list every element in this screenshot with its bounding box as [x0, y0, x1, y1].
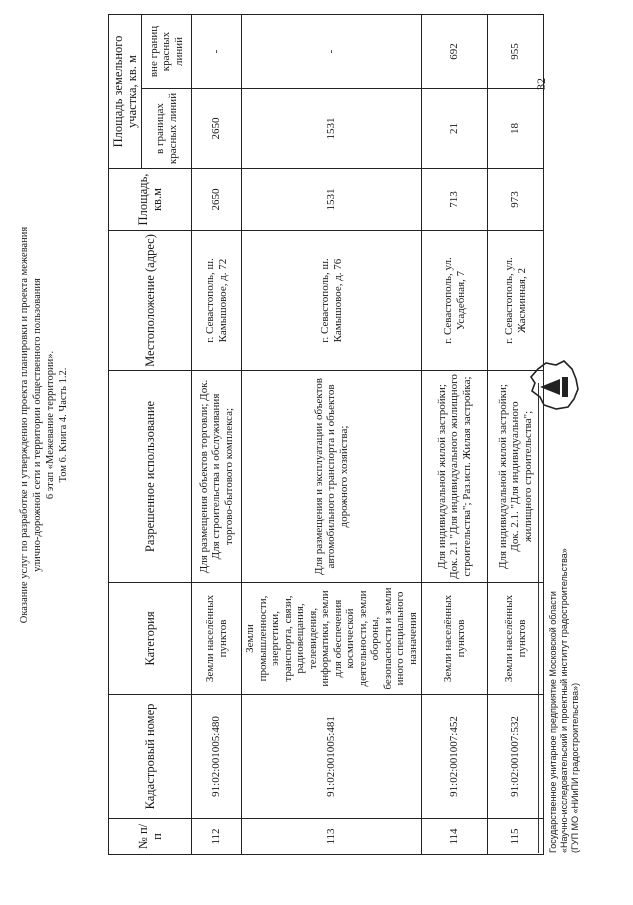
cell-num: 113: [242, 819, 422, 855]
page-number: 32: [534, 78, 548, 90]
header-line: Том 6. Книга 4. Часть 1.2.: [58, 367, 69, 483]
cell-location: г. Севастополь, ул. Жасминная, 2: [488, 231, 544, 371]
document-header: [18, 85, 70, 765]
cell-category: Земли населённых пунктов: [422, 583, 488, 695]
header-land-area: Площадь земельного участка, кв. м: [109, 15, 142, 169]
cell-cadastral: 91:02:001007:452: [422, 695, 488, 819]
header-inside-red-lines: в границах красных линий: [142, 89, 192, 169]
header-area: Площадь, кв.м: [109, 169, 192, 231]
header-line: улично-дорожной сети и территории общественного пользования: [32, 278, 43, 572]
cell-cadastral: 91:02:001005:481: [242, 695, 422, 819]
cell-cadastral: 91:02:001007:532: [488, 695, 544, 819]
table-row: [488, 15, 544, 855]
header-line: Оказание услуг по разработке и утверждению проекта планировки и проекта межевания: [19, 226, 30, 624]
cell-outside: 692: [422, 15, 488, 89]
header-category: Категория: [109, 583, 192, 695]
cell-num: 112: [192, 819, 242, 855]
document-footer: [548, 433, 581, 853]
footer-line: «Научно-исследовательский и проектный институт градостроительства»: [559, 548, 569, 853]
header-outside-red-lines: вне границ красных линий: [142, 15, 192, 89]
cell-permitted-use: Для индивидуальной жилой застройки; Док. 2.1 "Для индивидуального жилищного строительства"; Раз.исп. Жилая застройка;: [422, 371, 488, 583]
cell-location: г. Севастополь, ул. Усадебная, 7: [422, 231, 488, 371]
header-cadastral: Кадастровый номер: [109, 695, 192, 819]
cell-location: г. Севастополь, ш. Камышовое, д. 72: [192, 231, 242, 371]
cell-area: 2650: [192, 169, 242, 231]
cell-permitted-use: Для размещения объектов торговли; Док. Для строительства и обслуживания торгово-бытового комплекса;: [192, 371, 242, 583]
land-plots-table: [108, 14, 544, 855]
cell-cadastral: 91:02:001005:480: [192, 695, 242, 819]
niipi-logo-icon: [526, 357, 582, 417]
header-location: Местоположение (адрес): [109, 231, 192, 371]
footer-line: Государственное унитарное предприятие Московской области: [548, 591, 558, 853]
cell-category: Земли населённых пунктов: [192, 583, 242, 695]
header-line: 6 этап «Межевание территории».: [45, 350, 56, 500]
header-permitted-use: Разрешенное использование: [109, 371, 192, 583]
cell-inside: 1531: [242, 89, 422, 169]
cell-num: 114: [422, 819, 488, 855]
cell-num: 115: [488, 819, 544, 855]
table-row: [242, 15, 422, 855]
cell-category: Земли населённых пунктов: [488, 583, 544, 695]
cell-area: 713: [422, 169, 488, 231]
cell-outside: -: [242, 15, 422, 89]
header-num: № п/п: [109, 819, 192, 855]
cell-outside: -: [192, 15, 242, 89]
cell-inside: 18: [488, 89, 544, 169]
cell-permitted-use: Для индивидуальной жилой застройки; Док. 2.1. "Для индивидуального жилищного строительства";: [488, 371, 544, 583]
cell-location: г. Севастополь, ш. Камышовое, д. 76: [242, 231, 422, 371]
cell-inside: 2650: [192, 89, 242, 169]
cell-permitted-use: Для размещения и эксплуатации объектов автомобильного транспорта и объектов дорожного хозяйства;: [242, 371, 422, 583]
table-row: [192, 15, 242, 855]
cell-area: 1531: [242, 169, 422, 231]
cell-outside: 955: [488, 15, 544, 89]
cell-inside: 21: [422, 89, 488, 169]
cell-category: Земли промышленности, энергетики, транспорта, связи, радиовещания, телевидения, информатики, земли для обеспечения космической деятельности, земли обороны, безопасности и земли иного специального назначения: [242, 583, 422, 695]
footer-divider: [538, 383, 539, 853]
footer-line: (ГУП МО «НИиПИ градостроительства»): [570, 682, 580, 853]
cell-area: 973: [488, 169, 544, 231]
table-row: [422, 15, 488, 855]
